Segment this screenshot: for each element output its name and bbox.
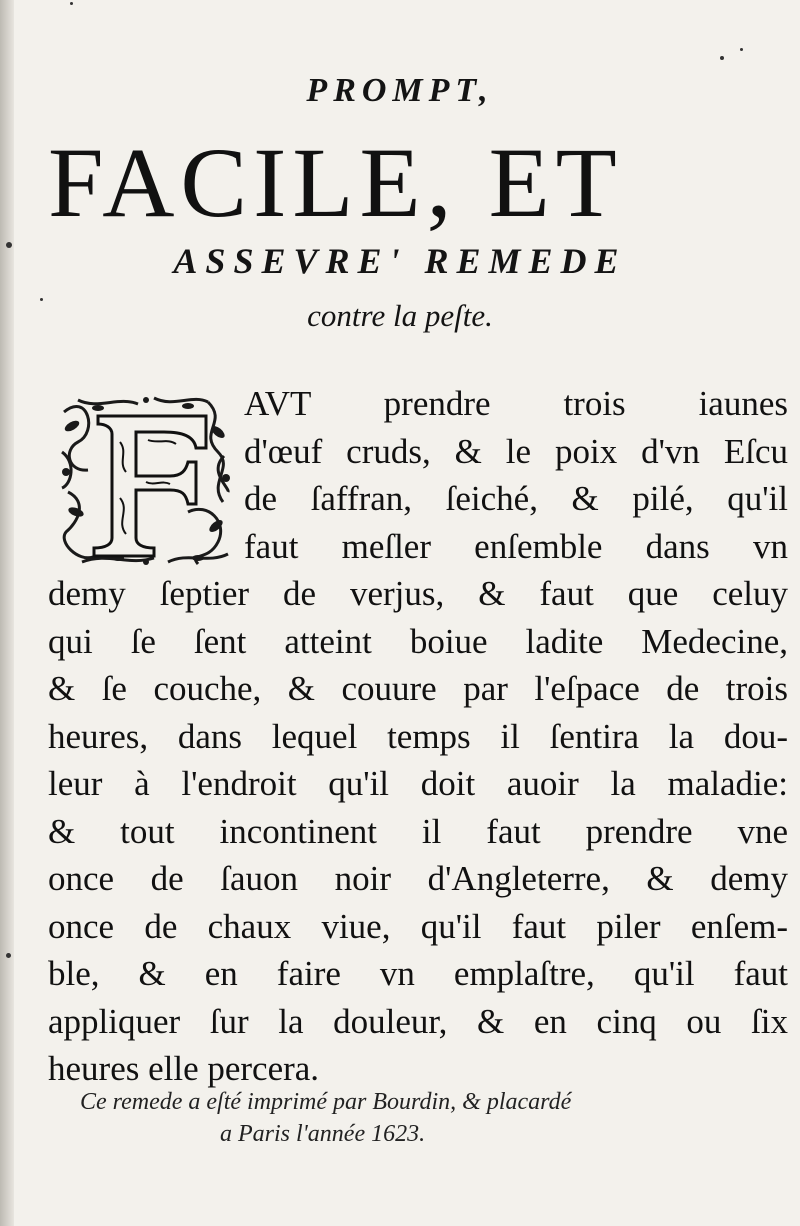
body-line: heures, dans lequel temps il ſentira la dou- [48,716,788,756]
ink-speck [40,298,43,301]
handwritten-note [80,1086,760,1150]
body-line: appliquer ſur la douleur, & en cinq ou ſix [48,1001,788,1041]
title-line-prompt: PROMPT, [306,72,494,109]
body-line: AVT prendre trois iaunes [244,384,788,423]
handwritten-note-line: Ce remede a eſté imprimé par Bourdin, & placardé [80,1089,572,1115]
body-line: demy ſeptier de verjus, & faut que celuy [48,574,788,613]
body-line: d'œuf cruds, & le poix d'vn Eſcu [244,431,788,471]
ink-speck [6,953,11,958]
body-line: faut meſler enſemble dans vn [244,526,788,566]
title-line-peste: contre la peſte. [307,298,493,333]
body-line: de ſaffran, ſeiché, & pilé, qu'il [244,479,788,518]
ink-speck [70,2,73,5]
body-text [48,380,788,1093]
title-line-facile: FACILE, ET [48,127,623,238]
ink-speck [6,242,12,248]
body-line: & ſe couche, & couure par l'eſpace de trois [48,669,788,708]
body-line: leur à l'endroit qu'il doit auoir la maladie: [48,764,788,803]
body-line: once de chaux viue, qu'il faut piler enſem- [48,906,788,946]
title-line-remede: ASSEVRE' REMEDE [173,241,627,281]
body-line: ble, & en faire vn emplaſtre, qu'il faut [48,954,788,993]
body-line: qui ſe ſent atteint boiue ladite Medecine, [48,621,788,661]
handwritten-note-line: a Paris l'année 1623. [220,1121,426,1147]
body-line: & tout incontinent il faut prendre vne [48,811,788,851]
ink-speck [720,56,724,60]
body-line: heures elle percera. [48,1049,320,1088]
ink-speck [740,48,743,51]
body-line: once de ſauon noir d'Angleterre, & demy [48,859,788,898]
